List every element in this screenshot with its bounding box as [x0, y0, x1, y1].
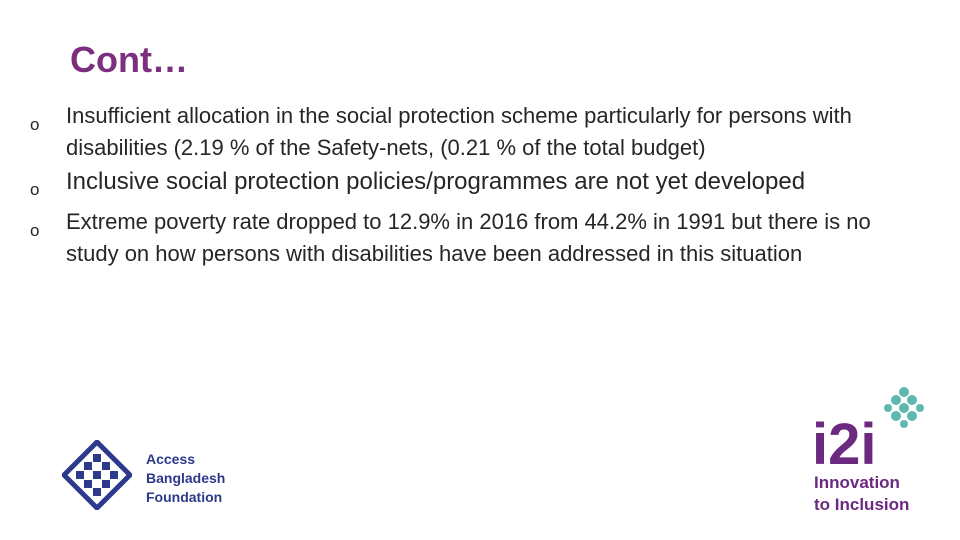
- i2i-mark-icon: [812, 384, 924, 470]
- i2i-caption-line: to Inclusion: [814, 495, 910, 514]
- abf-emblem-icon: [62, 440, 132, 510]
- i2i-caption-line: Innovation: [814, 473, 900, 492]
- abf-line: Access: [146, 451, 196, 467]
- access-bangladesh-foundation-logo: [62, 440, 242, 510]
- bullet-item: [30, 100, 910, 164]
- bullet-marker: o: [30, 115, 40, 134]
- bullet-marker: o: [30, 221, 40, 240]
- i2i-caption: [814, 472, 909, 516]
- bullet-list: [30, 100, 910, 270]
- bullet-item: [30, 166, 910, 198]
- slide-title: Cont…: [70, 39, 188, 80]
- bullet-item: [30, 206, 910, 270]
- bullet-text: Extreme poverty rate dropped to 12.9% in 2016 from 44.2% in 1991 but there is no study on how persons with disabilities have been addressed in this situation: [66, 209, 871, 266]
- bullet-text: Insufficient allocation in the social protection scheme particularly for persons with disabilities (2.19 % of the Safety-nets, (0.21 % of the total budget): [66, 103, 852, 160]
- bullet-marker: o: [30, 180, 40, 199]
- abf-wordmark: [146, 450, 225, 507]
- bullet-text: Inclusive social protection policies/programmes are not yet developed: [66, 168, 806, 195]
- abf-line: Bangladesh: [146, 470, 226, 486]
- i2i-wordmark: i2i: [812, 412, 877, 470]
- i2i-flower-icon: [884, 387, 924, 428]
- i2i-logo: [812, 384, 932, 516]
- abf-line: Foundation: [146, 489, 223, 505]
